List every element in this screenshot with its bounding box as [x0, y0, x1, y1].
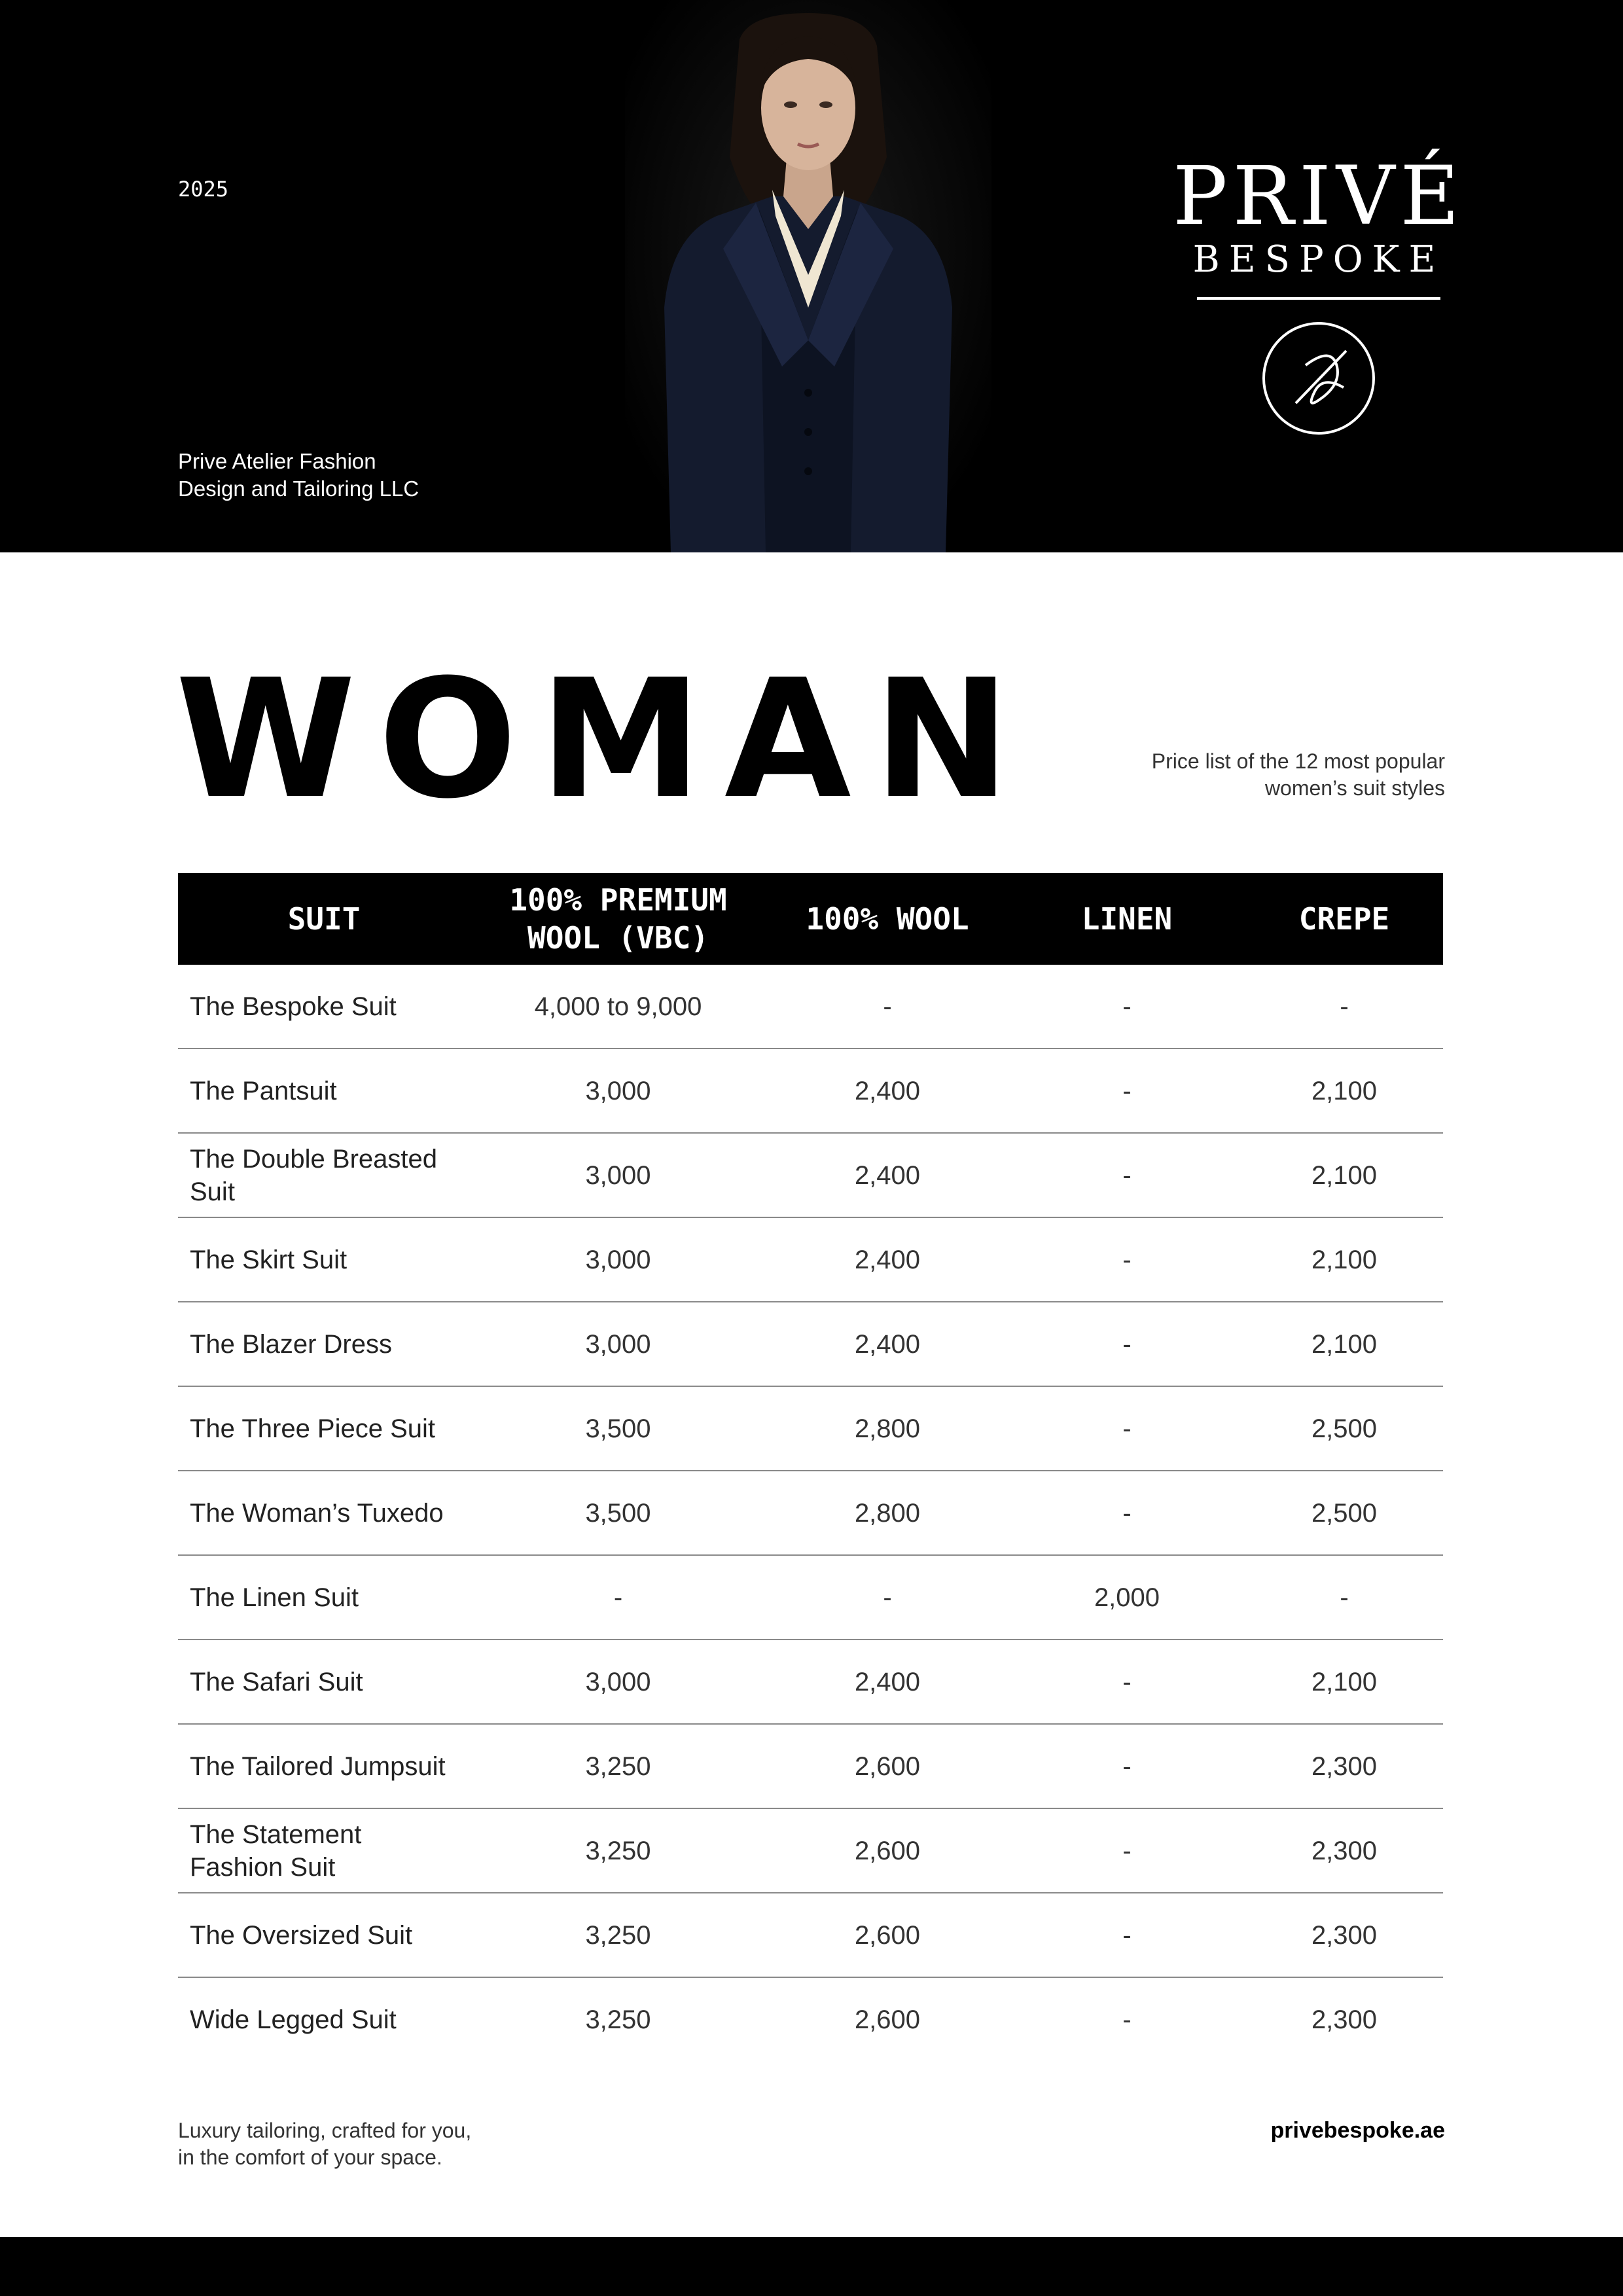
- footer-band: [0, 2237, 1623, 2296]
- premium-wool-price-cell: 3,500: [470, 1471, 766, 1555]
- premium-wool-price-cell: 3,000: [470, 1133, 766, 1217]
- crepe-price-cell: 2,300: [1245, 1893, 1443, 1977]
- wool-price-cell: 2,800: [766, 1386, 1008, 1471]
- linen-price-cell: -: [1008, 1302, 1245, 1386]
- website-link[interactable]: privebespoke.ae: [1270, 2118, 1445, 2143]
- company-line-1: Prive Atelier Fashion: [178, 449, 376, 473]
- header-suit: SUIT: [178, 873, 470, 965]
- header-premium-wool-label: 100% PREMIUM WOOL (VBC): [509, 882, 727, 956]
- logo-divider: [1197, 297, 1440, 300]
- page-subtitle: [1052, 748, 1445, 802]
- crepe-price-cell: 2,500: [1245, 1386, 1443, 1471]
- suit-name-cell: The Skirt Suit: [178, 1217, 470, 1302]
- crepe-price-cell: 2,300: [1245, 1724, 1443, 1808]
- linen-price-cell: -: [1008, 1724, 1245, 1808]
- wool-price-cell: -: [766, 965, 1008, 1049]
- wool-price-cell: -: [766, 1555, 1008, 1640]
- wool-price-cell: 2,600: [766, 1724, 1008, 1808]
- wool-price-cell: 2,400: [766, 1049, 1008, 1133]
- company-name: [178, 448, 419, 503]
- linen-price-cell: -: [1008, 1133, 1245, 1217]
- suit-name-cell: The Double Breasted Suit: [178, 1133, 470, 1217]
- tagline-line-1: Luxury tailoring, crafted for you,: [178, 2119, 472, 2142]
- logo-sub-text: BESPOKE: [1192, 238, 1445, 281]
- premium-wool-price-cell: 3,500: [470, 1386, 766, 1471]
- subtitle-line-1: Price list of the 12 most popular: [1151, 749, 1445, 773]
- linen-price-cell: -: [1008, 1217, 1245, 1302]
- crepe-price-cell: -: [1245, 965, 1443, 1049]
- table-row: [178, 1977, 1443, 2061]
- wool-price-cell: 2,600: [854, 2005, 921, 2034]
- table-row: [178, 1302, 1443, 1386]
- wool-price-cell: 2,400: [766, 1302, 1008, 1386]
- crepe-price-cell: 2,100: [1245, 1640, 1443, 1724]
- tagline: [178, 2117, 471, 2171]
- linen-price-cell: -: [1008, 1471, 1245, 1555]
- page-title: WOMAN: [175, 644, 1033, 834]
- logo-brand-text: PRIVÉ: [1173, 149, 1465, 243]
- table-row: [178, 1555, 1443, 1640]
- price-table-body: [178, 965, 1443, 2061]
- crepe-price-cell: -: [1245, 1555, 1443, 1640]
- crepe-price-cell: 2,300: [1245, 1808, 1443, 1893]
- table-row: [178, 1049, 1443, 1133]
- crepe-price-cell: 2,100: [1245, 1049, 1443, 1133]
- header-linen: LINEN: [1008, 873, 1245, 965]
- table-row: [178, 1133, 1443, 1217]
- table-row: [178, 1217, 1443, 1302]
- suit-name-cell: Wide Legged Suit: [190, 2005, 397, 2034]
- suit-name-cell: The Blazer Dress: [178, 1302, 470, 1386]
- model-photo: [625, 0, 991, 552]
- linen-price-cell: -: [1008, 1386, 1245, 1471]
- header-crepe: CREPE: [1245, 873, 1443, 965]
- crepe-price-cell: 2,100: [1245, 1217, 1443, 1302]
- header-premium-wool: [470, 873, 766, 965]
- premium-wool-price-cell: 3,000: [470, 1640, 766, 1724]
- crepe-price-cell: 2,500: [1245, 1471, 1443, 1555]
- linen-price-cell: -: [1008, 1049, 1245, 1133]
- table-row: [178, 1471, 1443, 1555]
- table-row: [178, 1640, 1443, 1724]
- header-band: [0, 0, 1623, 552]
- table-row: [178, 1893, 1443, 1977]
- table-row: [178, 1724, 1443, 1808]
- tagline-line-2: in the comfort of your space.: [178, 2145, 442, 2169]
- crepe-price-cell: 2,300: [1311, 2005, 1378, 2034]
- year-label: 2025: [178, 177, 229, 202]
- price-table: [178, 873, 1443, 2061]
- linen-price-cell: 2,000: [1008, 1555, 1245, 1640]
- wool-price-cell: 2,400: [766, 1217, 1008, 1302]
- premium-wool-price-cell: 3,000: [470, 1302, 766, 1386]
- linen-price-cell: -: [1122, 2005, 1132, 2034]
- premium-wool-price-cell: 3,000: [470, 1049, 766, 1133]
- company-line-2: Design and Tailoring LLC: [178, 476, 419, 501]
- premium-wool-price-cell: 3,250: [470, 1724, 766, 1808]
- crepe-price-cell: 2,100: [1245, 1302, 1443, 1386]
- premium-wool-price-cell: 4,000 to 9,000: [470, 965, 766, 1049]
- suit-name-cell: The Pantsuit: [178, 1049, 470, 1133]
- wool-price-cell: 2,400: [766, 1133, 1008, 1217]
- linen-price-cell: -: [1008, 1893, 1245, 1977]
- table-row: [178, 1386, 1443, 1471]
- premium-wool-price-cell: 3,000: [470, 1217, 766, 1302]
- table-row: [178, 965, 1443, 1049]
- suit-name-cell: The Woman’s Tuxedo: [178, 1471, 470, 1555]
- wool-price-cell: 2,600: [766, 1808, 1008, 1893]
- suit-name-cell: The Safari Suit: [178, 1640, 470, 1724]
- suit-name-cell: The Three Piece Suit: [178, 1386, 470, 1471]
- suit-name-cell: The Linen Suit: [178, 1555, 470, 1640]
- suit-name-cell: The Oversized Suit: [178, 1893, 470, 1977]
- suit-name-cell: The Bespoke Suit: [178, 965, 470, 1049]
- suit-name-cell: The Tailored Jumpsuit: [178, 1724, 470, 1808]
- premium-wool-price-cell: 3,250: [470, 1808, 766, 1893]
- wool-price-cell: 2,400: [766, 1640, 1008, 1724]
- wool-price-cell: 2,800: [766, 1471, 1008, 1555]
- premium-wool-price-cell: 3,250: [585, 2005, 651, 2034]
- wool-price-cell: 2,600: [766, 1893, 1008, 1977]
- table-row: [178, 1808, 1443, 1893]
- linen-price-cell: -: [1008, 1640, 1245, 1724]
- needle-thread-icon: [1260, 319, 1378, 437]
- table-header-row: [178, 873, 1443, 965]
- crepe-price-cell: 2,100: [1245, 1133, 1443, 1217]
- header-wool: 100% WOOL: [766, 873, 1008, 965]
- brand-logo: [1165, 151, 1472, 440]
- suit-name-cell: The Statement Fashion Suit: [178, 1808, 470, 1893]
- premium-wool-price-cell: 3,250: [470, 1893, 766, 1977]
- subtitle-line-2: women’s suit styles: [1264, 776, 1445, 800]
- linen-price-cell: -: [1008, 1808, 1245, 1893]
- linen-price-cell: -: [1008, 965, 1245, 1049]
- premium-wool-price-cell: -: [470, 1555, 766, 1640]
